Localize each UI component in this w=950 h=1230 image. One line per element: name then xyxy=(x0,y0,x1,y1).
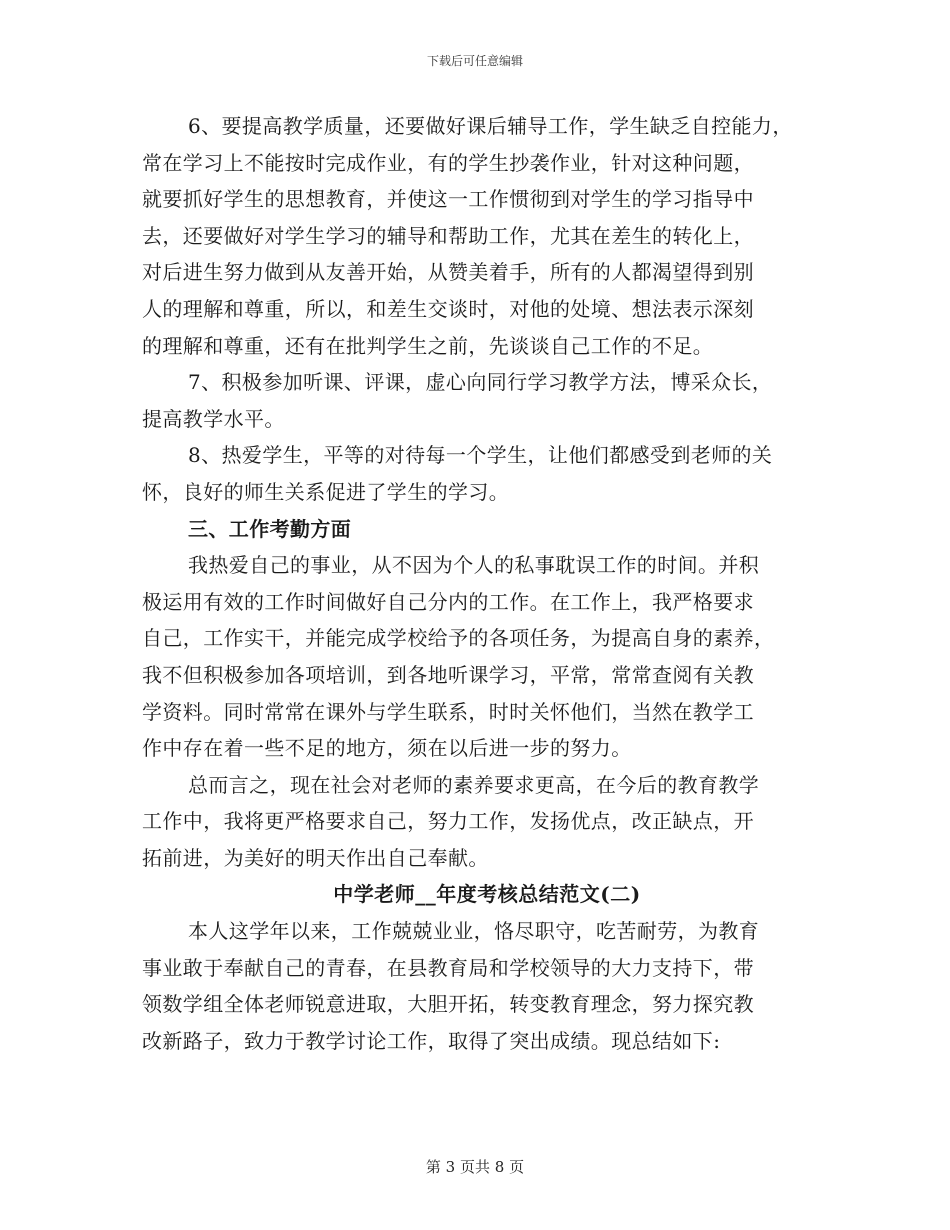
paragraph-line: 极运用有效的工作时间做好自己分内的工作。在工作上，我严格要求 xyxy=(142,589,754,614)
paragraph-line: 总而言之，现在社会对老师的素养要求更高，在今后的教育教学 xyxy=(188,772,760,797)
section-heading: 三、工作考勤方面 xyxy=(188,516,352,541)
paragraph-line: 拓前进，为美好的明天作出自己奉献。 xyxy=(142,845,489,870)
paragraph-line: 提高教学水平。 xyxy=(142,406,285,431)
paragraph-line: 工作中，我将更严格要求自己，努力工作，发扬优点，改正缺点，开 xyxy=(142,809,754,834)
paragraph-line: 就要抓好学生的思想教育，并使这一工作惯彻到对学生的学习指导中 xyxy=(142,187,754,212)
paragraph-line: 我不但积极参加各项培训，到各地听课学习，平常，常常查阅有关教 xyxy=(142,662,754,687)
paragraph-line: 我热爱自己的事业，从不因为个人的私事耽误工作的时间。并积 xyxy=(188,553,760,578)
paragraph-line: 领数学组全体老师锐意进取，大胆开拓，转变教育理念，努力探究教 xyxy=(142,992,754,1017)
paragraph-line: 的理解和尊重，还有在批判学生之前，先谈谈自己工作的不足。 xyxy=(142,333,714,358)
paragraph-line: 对后进生努力做到从友善开始，从赞美着手，所有的人都渴望得到别 xyxy=(142,260,754,285)
paragraph-line: 7、积极参加听课、评课，虚心向同行学习教学方法，博采众长， xyxy=(188,370,773,395)
page-header: 下载后可任意编辑 xyxy=(426,54,523,68)
page-footer: 第 3 页共 8 页 xyxy=(425,1158,525,1176)
paragraph-line: 8、热爱学生，平等的对待每一个学生，让他们都感受到老师的关 xyxy=(188,443,773,468)
paragraph-line: 去，还要做好对学生学习的辅导和帮助工作，尤其在差生的转化上， xyxy=(142,223,754,248)
paragraph-line: 人的理解和尊重，所以，和差生交谈时，对他的处境、想法表示深刻 xyxy=(142,296,754,321)
paragraph-line: 事业敢于奉献自己的青春，在县教育局和学校领导的大力支持下，带 xyxy=(142,955,754,980)
paragraph-line: 常在学习上不能按时完成作业，有的学生抄袭作业，针对这种问题， xyxy=(142,150,754,175)
document-body xyxy=(142,108,832,1059)
paragraph-line: 6、要提高教学质量，还要做好课后辅导工作，学生缺乏自控能力， xyxy=(188,114,793,138)
paragraph-line: 学资料。同时常常在课外与学生联系，时时关怀他们，当然在教学工 xyxy=(142,699,754,724)
document-title: 中学老师__年度考核总结范文(二) xyxy=(333,882,641,907)
paragraph-line: 改新路子，致力于教学讨论工作，取得了突出成绩。现总结如下: xyxy=(142,1028,721,1053)
paragraph-line: 本人这学年以来，工作兢兢业业，恪尽职守，吃苦耐劳，为教育 xyxy=(188,919,760,944)
paragraph-line: 自己，工作实干，并能完成学校给予的各项任务，为提高自身的素养， xyxy=(142,626,775,651)
paragraph-line: 怀，良好的师生关系促进了学生的学习。 xyxy=(142,479,510,504)
paragraph-line: 作中存在着一些不足的地方，须在以后进一步的努力。 xyxy=(142,736,632,761)
